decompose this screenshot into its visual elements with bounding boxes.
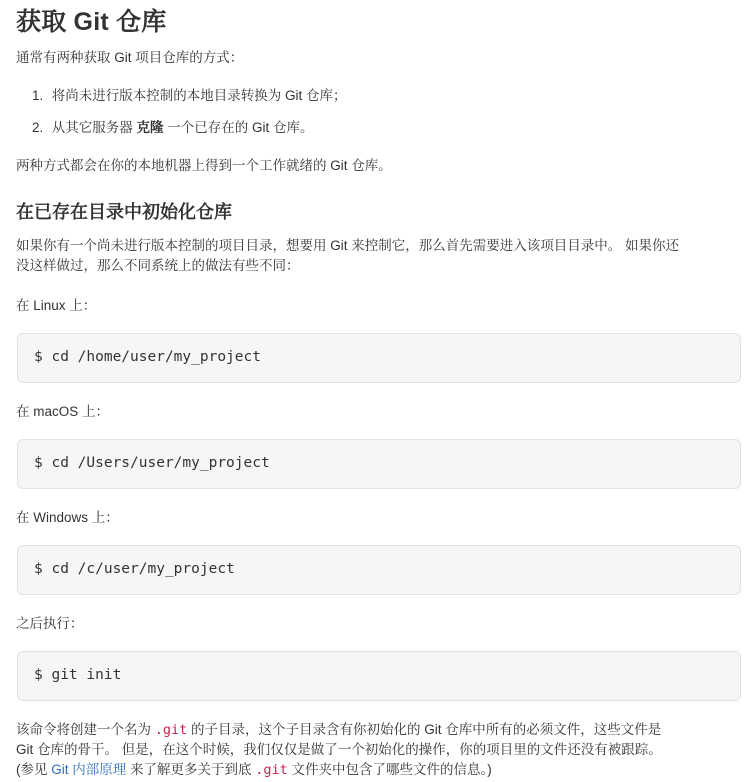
- list-item-bold: 克隆: [136, 120, 164, 135]
- windows-label: 在 Windows 上：: [16, 510, 119, 525]
- code-text: $ cd /c/user/my_project: [34, 561, 235, 577]
- final-paragraph-line: [16, 760, 492, 780]
- final-text: 的子目录，这个子目录含有你初始化的 Git 仓库中所有的必须文件，这些文件是: [187, 722, 662, 737]
- code-block-linux[interactable]: [17, 333, 741, 383]
- final-paragraph-line: Git 仓库的骨干。 但是，在这个时候，我们仅仅是做了一个初始化的操作，你的项目里的文件还没有被跟踪。: [16, 742, 662, 757]
- page-title: 获取 Git 仓库: [16, 8, 167, 36]
- list-number: 1.: [32, 88, 44, 103]
- list-number: 2.: [32, 120, 44, 135]
- macos-label: 在 macOS 上：: [16, 404, 110, 419]
- code-block-windows[interactable]: [17, 545, 741, 595]
- list-item: [32, 86, 347, 106]
- code-block-macos[interactable]: [17, 439, 741, 489]
- code-text: $ cd /Users/user/my_project: [34, 455, 270, 471]
- after-label: 之后执行：: [16, 616, 84, 631]
- intro-paragraph: 通常有两种获取 Git 项目仓库的方式：: [16, 50, 244, 65]
- section-paragraph-line: 如果你有一个尚未进行版本控制的项目目录，想要用 Git 来控制它，那么首先需要进入该项目目录中。 如果你还: [16, 238, 680, 253]
- final-paragraph-line: [16, 720, 661, 740]
- git-internals-link[interactable]: Git 内部原理: [51, 762, 127, 777]
- section-heading: 在已存在目录中初始化仓库: [16, 202, 232, 222]
- code-text: $ git init: [34, 667, 122, 683]
- list-item-text: 将尚未进行版本控制的本地目录转换为 Git 仓库；: [51, 88, 347, 103]
- code-text: $ cd /home/user/my_project: [34, 349, 261, 365]
- final-text: 该命令将创建一个名为: [16, 722, 155, 737]
- list-item: [32, 118, 314, 138]
- final-text: 文件夹中包含了哪些文件的信息。): [287, 762, 492, 777]
- final-text: (参见: [16, 762, 52, 777]
- list-item-text-before: 从其它服务器: [51, 120, 133, 135]
- inline-code-git: .git: [255, 762, 288, 778]
- final-text: 来了解更多关于到底: [126, 762, 256, 777]
- inline-code-git: .git: [154, 722, 188, 738]
- linux-label: 在 Linux 上：: [16, 298, 97, 313]
- code-block-init[interactable]: [17, 651, 741, 701]
- list-item-text-after: 一个已存在的 Git 仓库。: [167, 120, 314, 135]
- outro-paragraph: 两种方式都会在你的本地机器上得到一个工作就绪的 Git 仓库。: [16, 158, 392, 173]
- section-paragraph-line: 没这样做过，那么不同系统上的做法有些不同：: [16, 258, 300, 273]
